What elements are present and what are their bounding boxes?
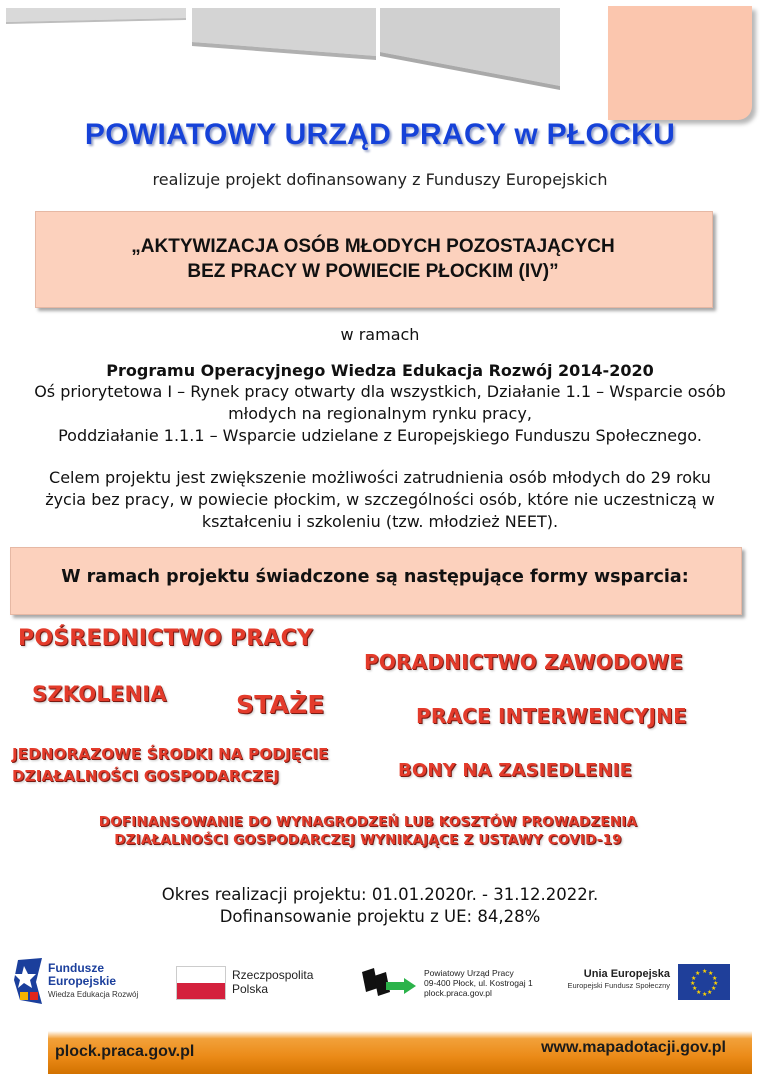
fe-label-3: Wiedza Edukacja Rozwój <box>48 990 139 999</box>
w-ramach-text: w ramach <box>340 325 420 344</box>
ue-label-1: Unia Europejska <box>583 968 670 980</box>
svg-text:★: ★ <box>696 989 702 996</box>
program-line-2: młodych na regionalnym rynku pracy, <box>228 404 532 423</box>
pup-label-1: Powiatowy Urząd Pracy <box>424 968 514 978</box>
decorative-tab-2 <box>192 8 376 86</box>
support-staze: STAŻE <box>236 690 325 719</box>
footer-url-left[interactable]: plock.praca.gov.pl <box>55 1043 195 1060</box>
support-posrednictwo-pracy: POŚREDNICTWO PRACY <box>18 626 314 651</box>
logo-unia-europejska <box>560 964 740 1004</box>
footer-bar-left-cap <box>8 1031 48 1074</box>
project-period: Okres realizacji projektu: 01.01.2020r. - 31.12.2022r. <box>161 885 599 904</box>
ue-label-2: Europejski Fundusz Społeczny <box>567 981 670 990</box>
svg-text:★: ★ <box>692 985 698 992</box>
goal-line-2: życia bez pracy, w powiecie płockim, w szczególności osób, które nie uczestniczą w <box>45 490 715 509</box>
logo-fundusze-europejskie <box>14 956 154 1006</box>
project-name <box>35 234 711 284</box>
logo-pup-plock <box>360 964 540 1004</box>
svg-text:★: ★ <box>702 991 708 998</box>
svg-text:★: ★ <box>707 989 713 996</box>
svg-text:★: ★ <box>690 980 696 987</box>
program-line-3: Poddziałanie 1.1.1 – Wsparcie udzielane z Europejskiego Funduszu Społecznego. <box>58 426 702 445</box>
svg-text:★: ★ <box>695 970 701 977</box>
support-poradnictwo-zawodowe: PORADNICTWO ZAWODOWE <box>364 650 684 674</box>
logo-rzeczpospolita-polska <box>176 964 336 1004</box>
decorative-tab-1 <box>6 8 186 86</box>
project-name-line-1: „AKTYWIZACJA OSÓB MŁODYCH POZOSTAJĄCYCH <box>131 236 615 257</box>
program-name: Programu Operacyjnego Wiedza Edukacja Rozwój 2014-2020 <box>106 361 654 380</box>
pup-arrows-icon <box>360 966 418 1000</box>
support-jednorazowe-line-2: DZIAŁALNOŚCI GOSPODARCZEJ <box>12 767 280 785</box>
support-prace-interwencyjne: PRACE INTERWENCYJNE <box>416 704 687 728</box>
pup-label-3: plock.praca.gov.pl <box>424 988 492 998</box>
fe-star-icon <box>14 958 44 1004</box>
decorative-corner-block <box>608 6 752 120</box>
rp-label-1: Rzeczpospolita <box>232 968 314 982</box>
svg-text:★: ★ <box>713 980 719 987</box>
goal-line-3: kształceniu i szkoleniu (tzw. młodzież NEET). <box>201 512 559 531</box>
svg-text:★: ★ <box>708 970 714 977</box>
eu-flag-icon <box>678 964 730 1000</box>
support-bony-na-zasiedlenie: BONY NA ZASIEDLENIE <box>398 760 633 781</box>
fe-label-1: Fundusze <box>48 961 104 975</box>
project-funding: Dofinansowanie projektu z UE: 84,28% <box>219 907 541 926</box>
footer-url-right[interactable]: www.mapadotacji.gov.pl <box>541 1039 726 1056</box>
support-covid-line-2: DZIAŁALNOŚCI GOSPODARCZEJ WYNIKAJĄCE Z USTAWY COVID-19 <box>114 832 622 848</box>
program-line-1: Oś priorytetowa I – Rynek pracy otwarty dla wszystkich, Działanie 1.1 – Wsparcie osób <box>34 382 726 401</box>
fe-label-2: Europejskie <box>48 974 117 988</box>
support-covid-line-1: DOFINANSOWANIE DO WYNAGRODZEŃ LUB KOSZTÓW PROWADZENIA <box>98 814 638 830</box>
svg-text:★: ★ <box>712 975 718 982</box>
goal-line-1: Celem projektu jest zwiększenie możliwości zatrudnienia osób młodych do 29 roku <box>49 468 711 487</box>
support-jednorazowe-line-1: JEDNORAZOWE ŚRODKI NA PODJĘCIE <box>12 745 329 763</box>
support-heading: W ramach projektu świadczone są następujące formy wsparcia: <box>61 567 689 587</box>
pup-label-2: 09-400 Płock, ul. Kostrogaj 1 <box>424 978 533 988</box>
page-subtitle: realizuje projekt dofinansowany z Funduszy Europejskich <box>152 170 608 189</box>
svg-text:★: ★ <box>691 975 697 982</box>
support-covid-dofinansowanie <box>0 813 736 849</box>
support-szkolenia: SZKOLENIA <box>32 682 167 706</box>
page-title: POWIATOWY URZĄD PRACY w PŁOCKU <box>84 118 676 151</box>
svg-text:★: ★ <box>702 968 708 975</box>
polish-flag-icon <box>176 966 226 1000</box>
svg-text:★: ★ <box>711 985 717 992</box>
support-jednorazowe-srodki <box>12 743 329 787</box>
rp-label-2: Polska <box>232 982 269 996</box>
project-name-line-2: BEZ PRACY W POWIECIE PŁOCKIM (IV)” <box>187 261 559 282</box>
decorative-tab-3 <box>380 8 560 86</box>
